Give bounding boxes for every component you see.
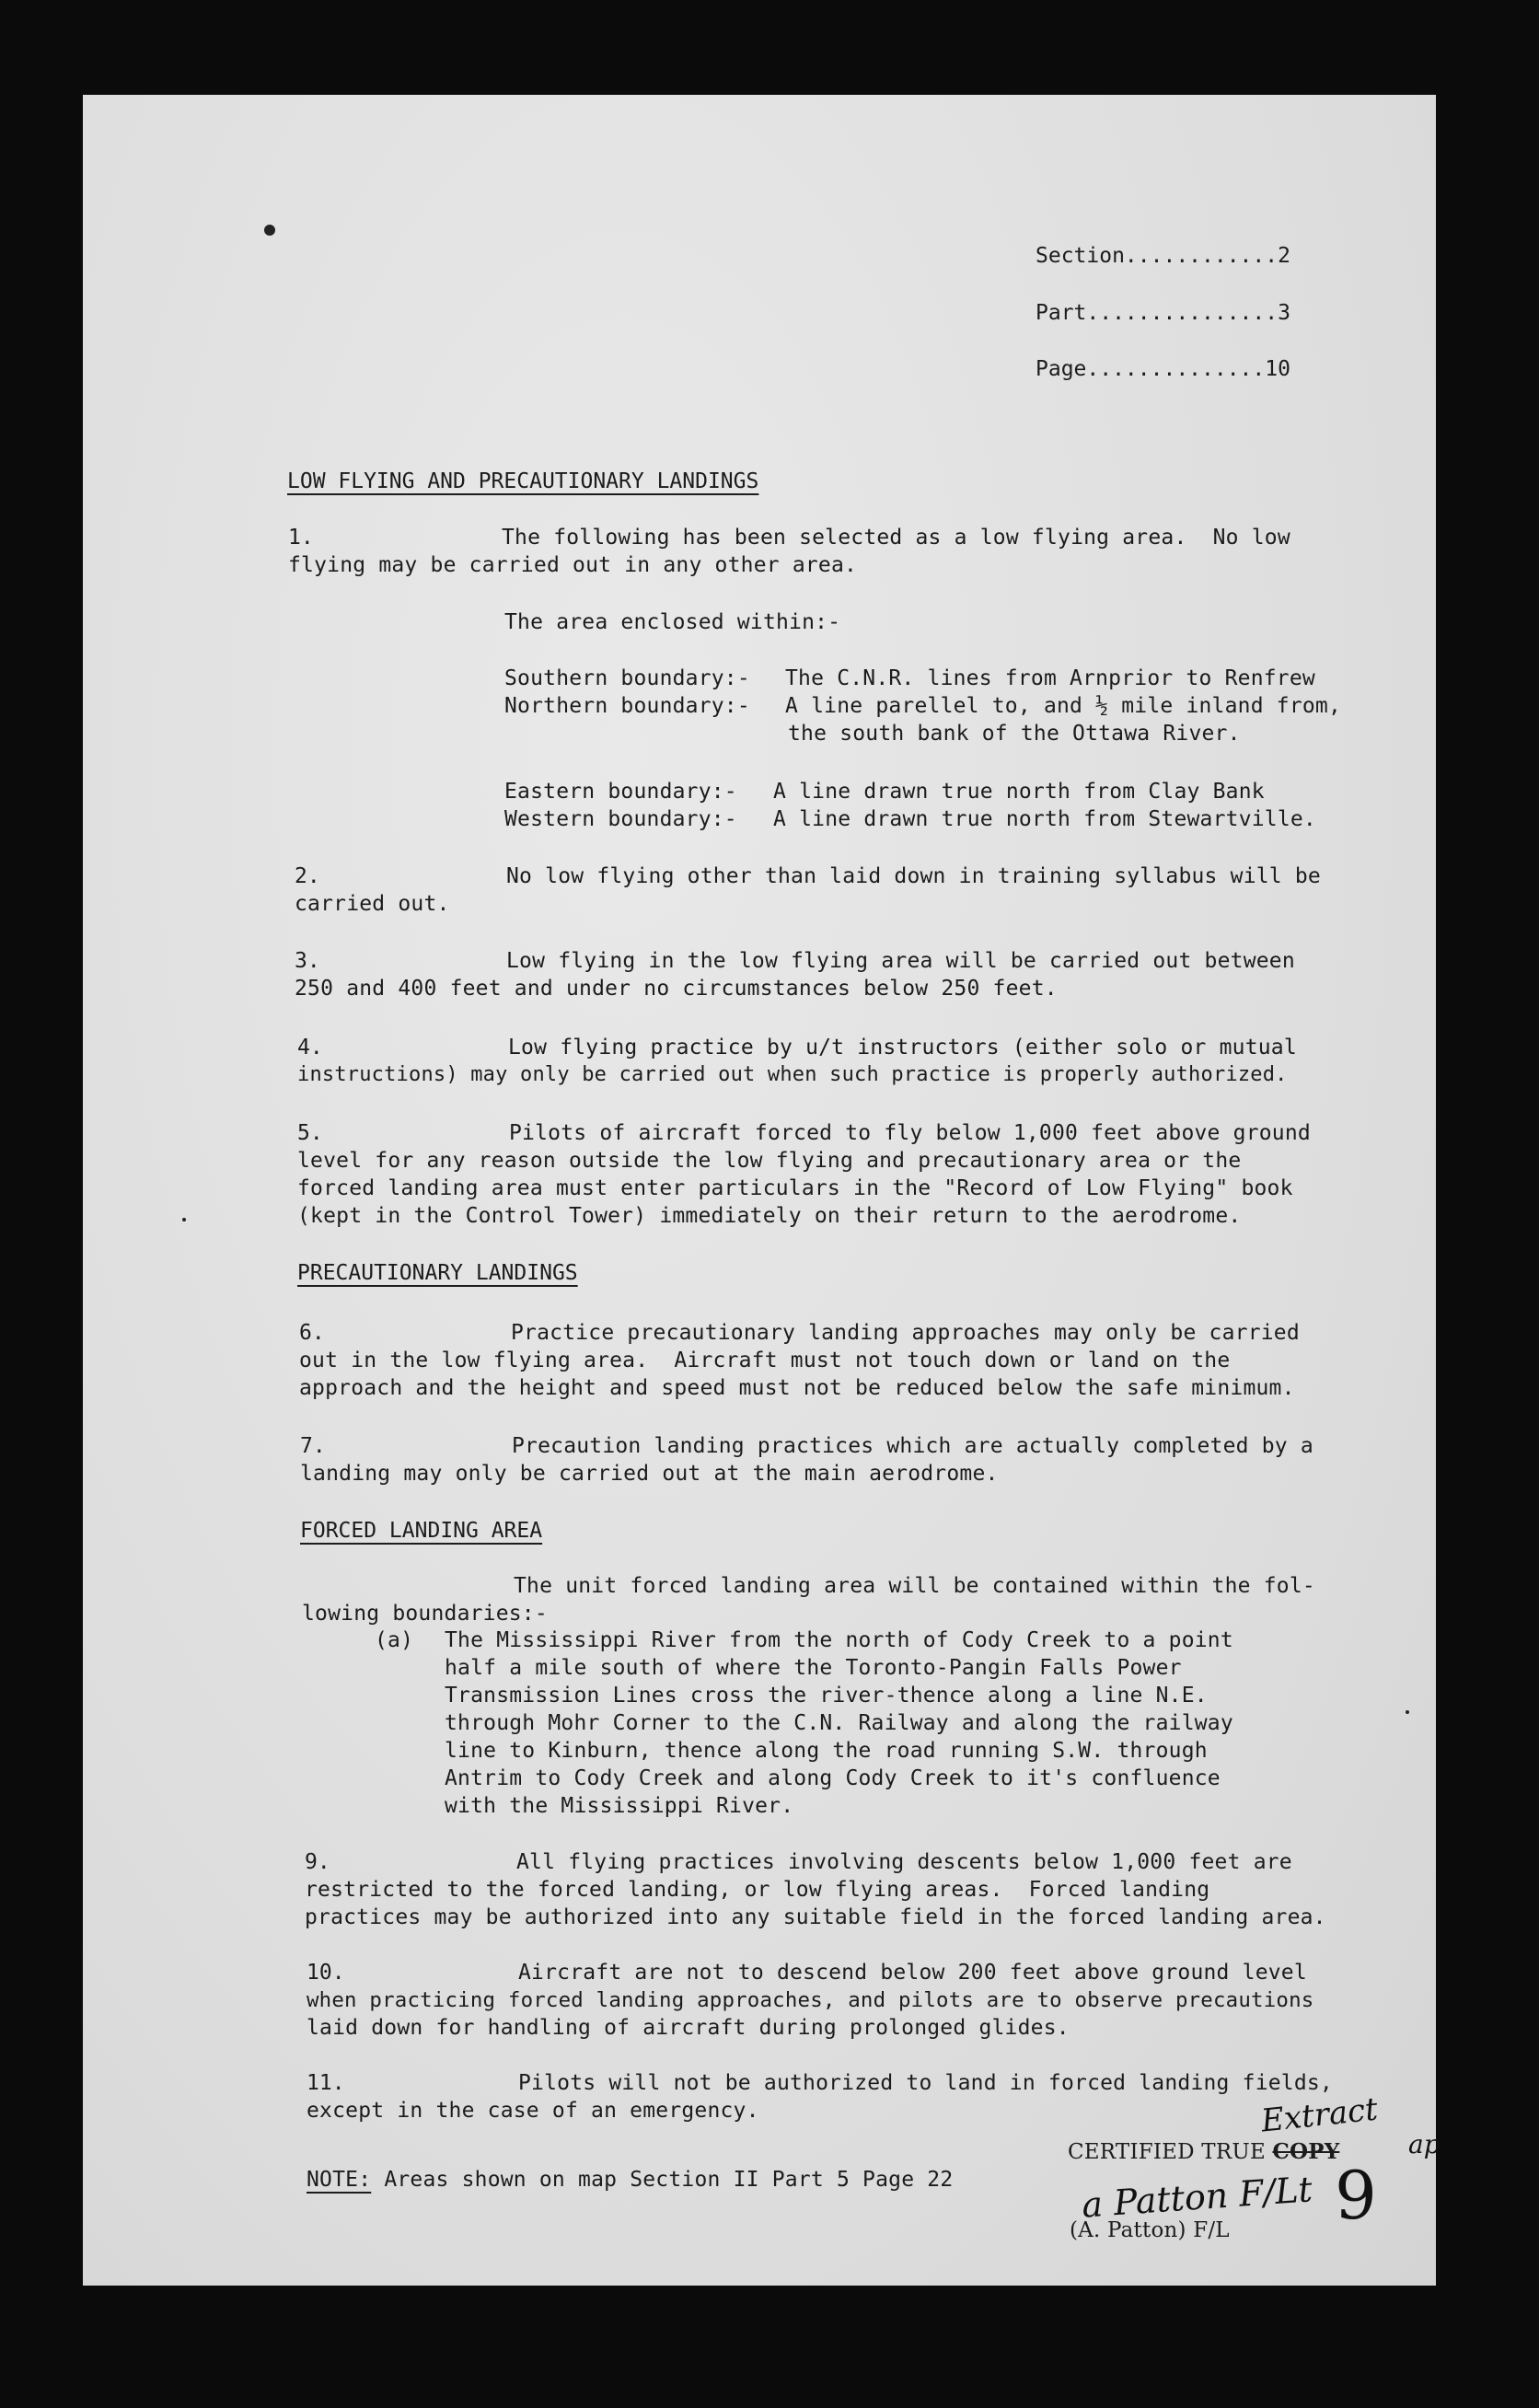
para9-line1: All flying practices involving descents below 1,000 feet are [516, 1850, 1292, 1874]
western-boundary-label: Western boundary:- [504, 807, 737, 831]
certified-true [1068, 2138, 1339, 2166]
para4-line1: Low flying practice by u/t instructors (either solo or mutual [508, 1036, 1297, 1059]
section-ref [1036, 242, 1290, 270]
para11-number: 11. [307, 2071, 345, 2095]
para6-line3: approach and the height and speed must not be reduced below the safe minimum. [299, 1376, 1295, 1400]
para10-line1: Aircraft are not to descend below 200 feet above ground level [518, 1961, 1307, 1985]
page-value: 10 [1265, 357, 1290, 381]
section-value: 2 [1278, 244, 1290, 268]
northern-boundary-text2: the south bank of the Ottawa River. [788, 722, 1241, 746]
para2-number: 2. [295, 864, 320, 888]
page-ref [1036, 355, 1290, 383]
heading-forced-landing-area: FORCED LANDING AREA [300, 1519, 543, 1543]
part-ref [1036, 299, 1290, 327]
southern-boundary-text: The C.N.R. lines from Arnprior to Renfrew [785, 666, 1315, 690]
struck-copy: COPY [1272, 2139, 1340, 2164]
note [307, 2166, 953, 2194]
para6-line2: out in the low flying area. Aircraft must not touch down or land on the [299, 1349, 1231, 1372]
para5-line4: (kept in the Control Tower) immediately on their return to the aerodrome. [297, 1204, 1242, 1228]
para5-line1: Pilots of aircraft forced to fly below 1,000 feet above ground [509, 1121, 1311, 1145]
certified-true-label: CERTIFIED TRUE [1068, 2140, 1266, 2164]
document-page [83, 95, 1441, 2286]
para8-a-line6: Antrim to Cody Creek and along Cody Creek to it's confluence [445, 1766, 1221, 1790]
para10-line3: laid down for handling of aircraft during prolonged glides. [307, 2016, 1070, 2040]
eastern-boundary-text: A line drawn true north from Clay Bank [773, 780, 1265, 804]
para3-line2: 250 and 400 feet and under no circumstances below 250 feet. [295, 977, 1058, 1001]
para8-item-a-label: (a) [375, 1628, 414, 1652]
northern-boundary-label: Northern boundary:- [504, 694, 750, 718]
ink-mark [1406, 1710, 1409, 1714]
para8-a-line1: The Mississippi River from the north of Cody Creek to a point [445, 1628, 1233, 1652]
section-label: Section............ [1036, 244, 1279, 268]
typed-name: (A. Patton) F/L [1070, 2218, 1230, 2242]
para8-a-line7: with the Mississippi River. [445, 1794, 794, 1818]
para9-number: 9. [305, 1850, 330, 1874]
eastern-boundary-label: Eastern boundary:- [504, 780, 737, 804]
para3-number: 3. [295, 949, 320, 973]
para5-line2: level for any reason outside the low flying and precautionary area or the [297, 1149, 1242, 1173]
para7-line2: landing may only be carried out at the main aerodrome. [300, 1462, 999, 1486]
para4-number: 4. [297, 1036, 323, 1059]
para3-line1: Low flying in the low flying area will be carried out between [506, 949, 1295, 973]
para8-line2: lowing boundaries:- [302, 1602, 548, 1626]
document-title: LOW FLYING AND PRECAUTIONARY LANDINGS [287, 469, 759, 493]
para8-line1: The unit forced landing area will be contained within the fol- [514, 1574, 1315, 1598]
para11-line2: except in the case of an emergency. [307, 2099, 759, 2123]
ink-mark [182, 1218, 186, 1221]
para6-line1: Practice precautionary landing approaches may only be carried [511, 1321, 1300, 1345]
handwritten-number: 9 [1335, 2157, 1377, 2234]
part-value: 3 [1278, 301, 1290, 325]
northern-boundary-text1: A line parellel to, and ½ mile inland from, [785, 694, 1342, 718]
para8-a-line2: half a mile south of where the Toronto-Pangin Falls Power [445, 1656, 1182, 1680]
para9-line3: practices may be authorized into any suitable field in the forced landing area. [305, 1905, 1326, 1929]
para10-number: 10. [307, 1961, 345, 1985]
para1-number: 1. [288, 526, 314, 550]
para1-line1: The following has been selected as a low flying area. No low [502, 526, 1290, 550]
para8-a-line3: Transmission Lines cross the river-thence along a line N.E. [445, 1684, 1208, 1708]
para1-line2: flying may be carried out in any other area. [288, 553, 858, 577]
heading-precautionary-landings: PRECAUTIONARY LANDINGS [297, 1261, 578, 1285]
para1-area-intro: The area enclosed within:- [504, 610, 841, 634]
note-text: Areas shown on map Section II Part 5 Page 22 [384, 2168, 954, 2192]
para5-number: 5. [297, 1121, 323, 1145]
part-label: Part............... [1036, 301, 1279, 325]
para7-line1: Precaution landing practices which are actually completed by a [512, 1434, 1313, 1458]
note-label: NOTE: [307, 2168, 372, 2192]
western-boundary-text: A line drawn true north from Stewartville. [773, 807, 1316, 831]
para10-line2: when practicing forced landing approaches, and pilots are to observe precautions [307, 1988, 1314, 2012]
para4-line2: instructions) may only be carried out when such practice is properly authorized. [297, 1063, 1288, 1086]
handwritten-initials: ap [1408, 2129, 1441, 2159]
para8-a-line4: through Mohr Corner to the C.N. Railway and along the railway [445, 1711, 1233, 1735]
para2-line2: carried out. [295, 892, 450, 916]
page-label: Page.............. [1036, 357, 1266, 381]
para11-line1: Pilots will not be authorized to land in forced landing fields, [518, 2071, 1333, 2095]
ink-mark [264, 225, 275, 236]
para8-a-line5: line to Kinburn, thence along the road running S.W. through [445, 1739, 1208, 1763]
para7-number: 7. [300, 1434, 326, 1458]
southern-boundary-label: Southern boundary:- [504, 666, 750, 690]
handwritten-extract: Extract [1259, 2090, 1380, 2140]
para2-line1: No low flying other than laid down in training syllabus will be [506, 864, 1321, 888]
para5-line3: forced landing area must enter particulars in the "Record of Low Flying" book [297, 1176, 1293, 1200]
para6-number: 6. [299, 1321, 325, 1345]
signature: a Patton F/Lt [1080, 2169, 1314, 2226]
para9-line2: restricted to the forced landing, or low flying areas. Forced landing [305, 1878, 1210, 1902]
